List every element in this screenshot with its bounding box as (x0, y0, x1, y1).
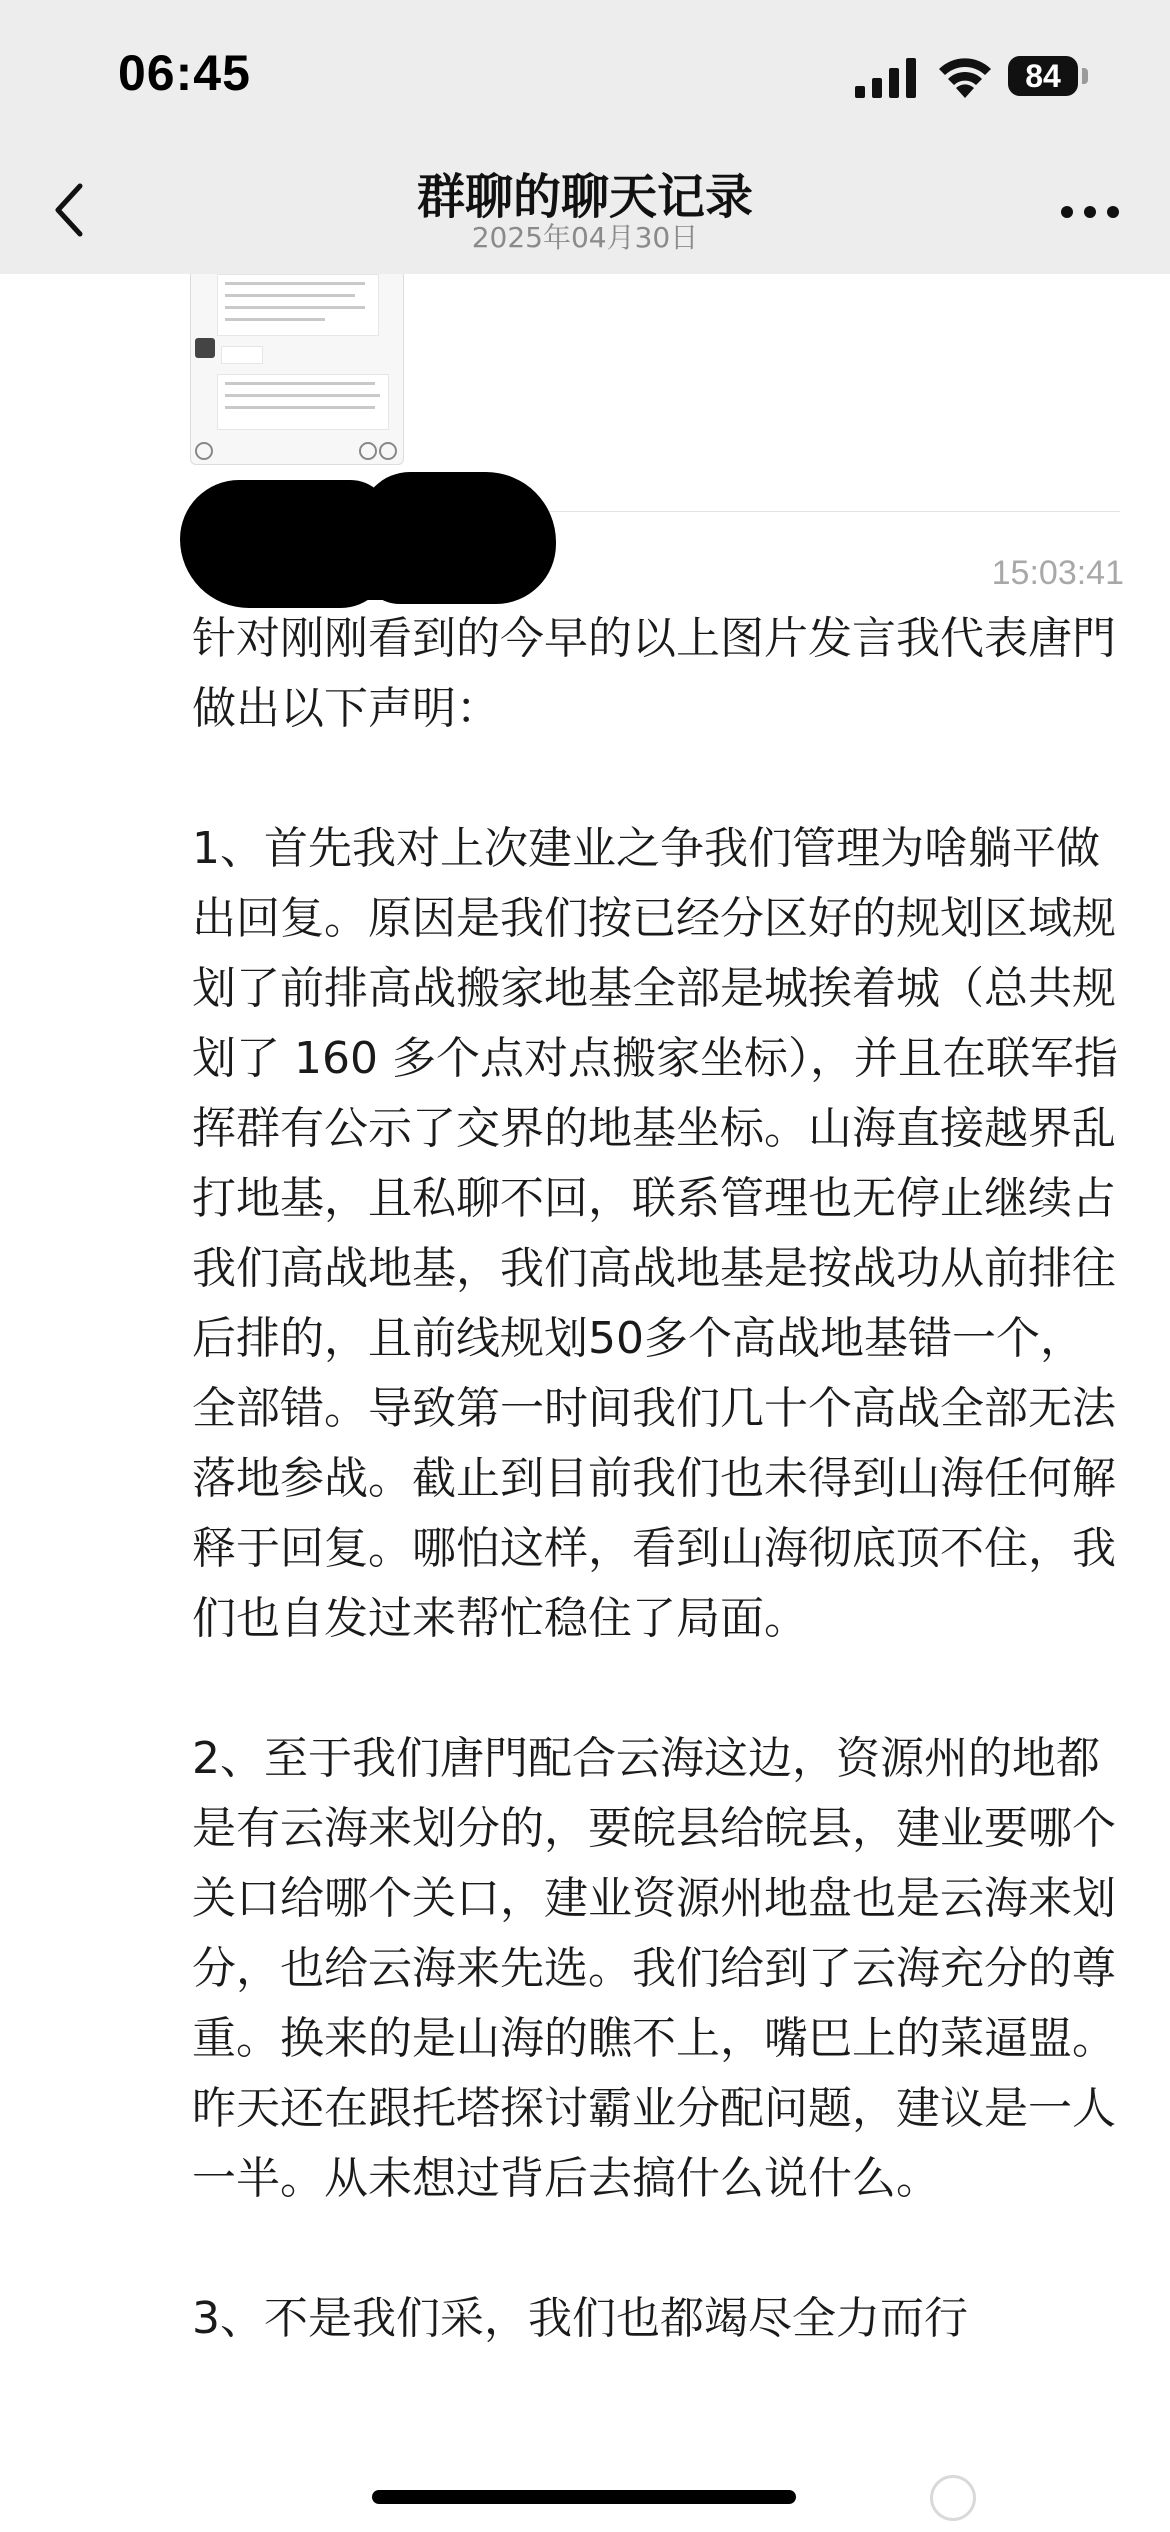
status-bar (0, 0, 1170, 150)
thumbnail-text-line (225, 294, 355, 297)
page-date: 2025年04月30日 (471, 221, 699, 254)
navigation-bar (0, 150, 1170, 274)
thumbnail-voice-icon (195, 442, 213, 460)
home-indicator[interactable] (372, 2490, 796, 2504)
cellular-signal-icon (855, 58, 917, 98)
battery-indicator: 84 (1008, 56, 1078, 96)
image-attachment-thumbnail[interactable] (190, 274, 404, 465)
thumbnail-text-line (225, 282, 365, 285)
watermark-logo (930, 2475, 976, 2521)
thumbnail-text-line (225, 318, 325, 321)
thumbnail-avatar (195, 338, 215, 358)
thumbnail-text-line (225, 394, 380, 397)
message-paragraph: 2、至于我们唐門配合云海这边，资源州的地都是有云海来划分的，要皖县给皖县，建业要哪个关口给哪个关口，建业资源州地盘也是云海来划分，也给云海来先选。我们给到了云海充分的尊重。换来的是山海的瞧不上，嘴巴上的菜逼盟。昨天还在跟托塔探讨霸业分配问题，建议是一人一半。从未想过背后去搞什么说什么。 (192, 1733, 1116, 2204)
thumbnail-voice-bubble (221, 346, 263, 364)
battery-tip (1082, 68, 1088, 84)
thumbnail-plus-icon (379, 442, 397, 460)
wifi-icon (938, 54, 992, 98)
page-title: 群聊的聊天记录 (416, 169, 753, 225)
status-time: 06:45 (118, 45, 251, 101)
message-paragraph: 3、不是我们采，我们也都竭尽全力而行 (192, 2293, 968, 2344)
thumbnail-text-line (225, 406, 375, 409)
message-paragraph: 针对刚刚看到的今早的以上图片发言我代表唐門做出以下声明： (192, 613, 1116, 734)
ellipsis-icon (1060, 205, 1120, 219)
more-button[interactable] (1050, 190, 1130, 234)
thumbnail-text-line (225, 382, 375, 385)
thumbnail-emoji-icon (359, 442, 377, 460)
thumbnail-text-line (225, 306, 365, 309)
message-timestamp: 15:03:41 (991, 554, 1124, 592)
message-body (192, 604, 1124, 2354)
message-paragraph: 1、首先我对上次建业之争我们管理为啥躺平做出回复。原因是我们按已经分区好的规划区域规划了前排高战搬家地基全部是城挨着城（总共规划了 160 多个点对点搬家坐标），并且在联军指挥群有公示了交界的地基坐标。山海直接越界乱打地基，且私聊不回，联系管理也无停止继续占我们高战地基，我们高战地基是按战功从前排往后排的，且前线规划50多个高战地基错一个，全部错。导致第一时间我们几十个高战全部无法落地参战。截止到目前我们也未得到山海任何解释于回复。哪怕这样，看到山海彻底顶不住，我们也自发过来帮忙稳住了局面。 (192, 823, 1118, 1644)
